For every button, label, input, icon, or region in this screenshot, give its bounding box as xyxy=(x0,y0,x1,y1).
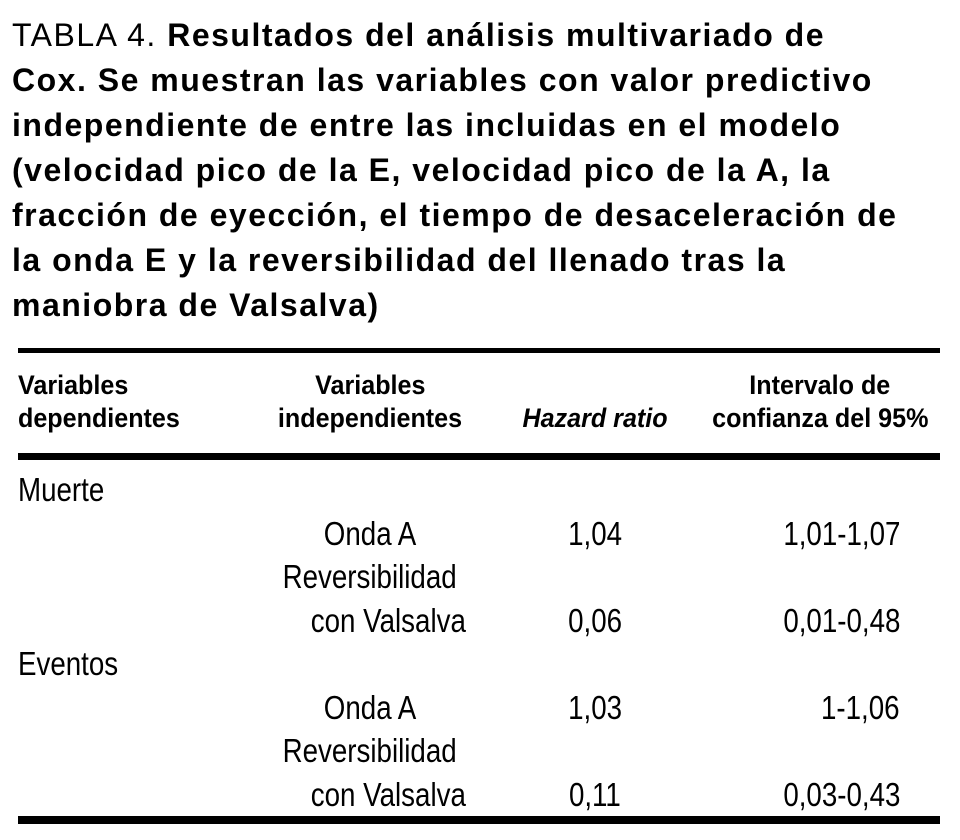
cell-text: Reversibilidad xyxy=(282,558,458,595)
table-header-row xyxy=(18,353,940,453)
table-row xyxy=(18,773,940,817)
header-cell-independent-variables xyxy=(250,369,490,435)
cell-independent-variable xyxy=(250,468,490,512)
cell-dependent-variable xyxy=(18,773,250,817)
cell-hazard-ratio xyxy=(490,642,700,686)
table-number-label: TABLA 4. xyxy=(12,17,157,53)
caption-line: fracción de eyección, el tiempo de desaceleración de xyxy=(12,197,898,233)
caption-line: la onda E y la reversibilidad del llenado tras la xyxy=(12,242,787,278)
cell-text: Reversibilidad xyxy=(282,732,458,769)
caption-line: maniobra de Valsalva) xyxy=(12,287,380,323)
cell-text: Onda A xyxy=(323,514,417,552)
cell-confidence-interval xyxy=(700,599,940,643)
cell-hazard-ratio xyxy=(490,555,700,599)
cell-hazard-ratio xyxy=(490,599,700,643)
cell-hazard-ratio xyxy=(490,686,700,730)
cell-hazard-ratio xyxy=(490,729,700,773)
table-rule-header xyxy=(18,453,940,460)
cell-confidence-interval xyxy=(700,468,940,512)
table-body xyxy=(18,460,940,816)
cell-confidence-interval xyxy=(700,729,940,773)
cell-text: 1,01-1,07 xyxy=(782,514,900,552)
header-text: Variables xyxy=(314,370,426,400)
table-row xyxy=(18,599,940,643)
header-text: Variables xyxy=(18,370,129,400)
header-text: Intervalo de xyxy=(749,370,891,400)
header-text: confianza del 95% xyxy=(711,403,929,433)
cell-text: 1-1,06 xyxy=(821,688,900,726)
cell-independent-variable xyxy=(250,555,490,599)
header-text: Hazard ratio xyxy=(522,403,668,433)
cell-confidence-interval xyxy=(700,686,940,730)
header-cell-dependent-variables xyxy=(18,369,250,435)
cell-confidence-interval xyxy=(700,512,940,556)
cell-hazard-ratio xyxy=(490,773,700,817)
cell-independent-variable xyxy=(250,773,490,817)
cell-confidence-interval xyxy=(700,773,940,817)
caption-text: Resultados del análisis multivariado de xyxy=(167,17,825,53)
cell-hazard-ratio xyxy=(490,468,700,512)
caption-line xyxy=(12,13,952,58)
header-cell-confidence-interval xyxy=(700,369,940,435)
cell-dependent-variable xyxy=(18,468,250,512)
table-row xyxy=(18,512,940,556)
cell-confidence-interval xyxy=(700,642,940,686)
cell-dependent-variable xyxy=(18,642,250,686)
cell-text: 0,06 xyxy=(568,601,622,639)
cell-hazard-ratio xyxy=(490,512,700,556)
cell-dependent-variable xyxy=(18,729,250,773)
table-row xyxy=(18,555,940,599)
cell-independent-variable xyxy=(250,729,490,773)
cell-text: Muerte xyxy=(18,471,105,508)
cell-text: 0,01-0,48 xyxy=(782,601,900,639)
cell-independent-variable xyxy=(250,512,490,556)
cell-dependent-variable xyxy=(18,686,250,730)
cell-independent-variable xyxy=(250,686,490,730)
table-row xyxy=(18,642,940,686)
results-table xyxy=(18,348,940,824)
header-text: dependientes xyxy=(18,403,180,433)
header-text: independientes xyxy=(277,403,463,433)
caption-line: Cox. Se muestran las variables con valor predictivo xyxy=(12,62,873,98)
cell-text: con Valsalva xyxy=(310,601,466,639)
table-caption xyxy=(0,0,960,328)
caption-line: (velocidad pico de la E, velocidad pico de la A, la xyxy=(12,152,831,188)
cell-text: 0,11 xyxy=(569,775,621,813)
cell-dependent-variable xyxy=(18,555,250,599)
cell-text: con Valsalva xyxy=(310,775,466,813)
cell-text: 0,03-0,43 xyxy=(782,775,900,813)
cell-dependent-variable xyxy=(18,512,250,556)
cell-text: Eventos xyxy=(18,645,119,682)
caption-line: independiente de entre las incluidas en el modelo xyxy=(12,107,842,143)
cell-confidence-interval xyxy=(700,555,940,599)
header-cell-hazard-ratio xyxy=(490,402,700,435)
cell-text: Onda A xyxy=(323,688,417,726)
cell-dependent-variable xyxy=(18,599,250,643)
cell-independent-variable xyxy=(250,642,490,686)
table-rule-bottom xyxy=(18,816,940,824)
table-row xyxy=(18,468,940,512)
table-row xyxy=(18,729,940,773)
cell-text: 1,03 xyxy=(568,688,622,726)
cell-text: 1,04 xyxy=(568,514,622,552)
table-row xyxy=(18,686,940,730)
cell-independent-variable xyxy=(250,599,490,643)
